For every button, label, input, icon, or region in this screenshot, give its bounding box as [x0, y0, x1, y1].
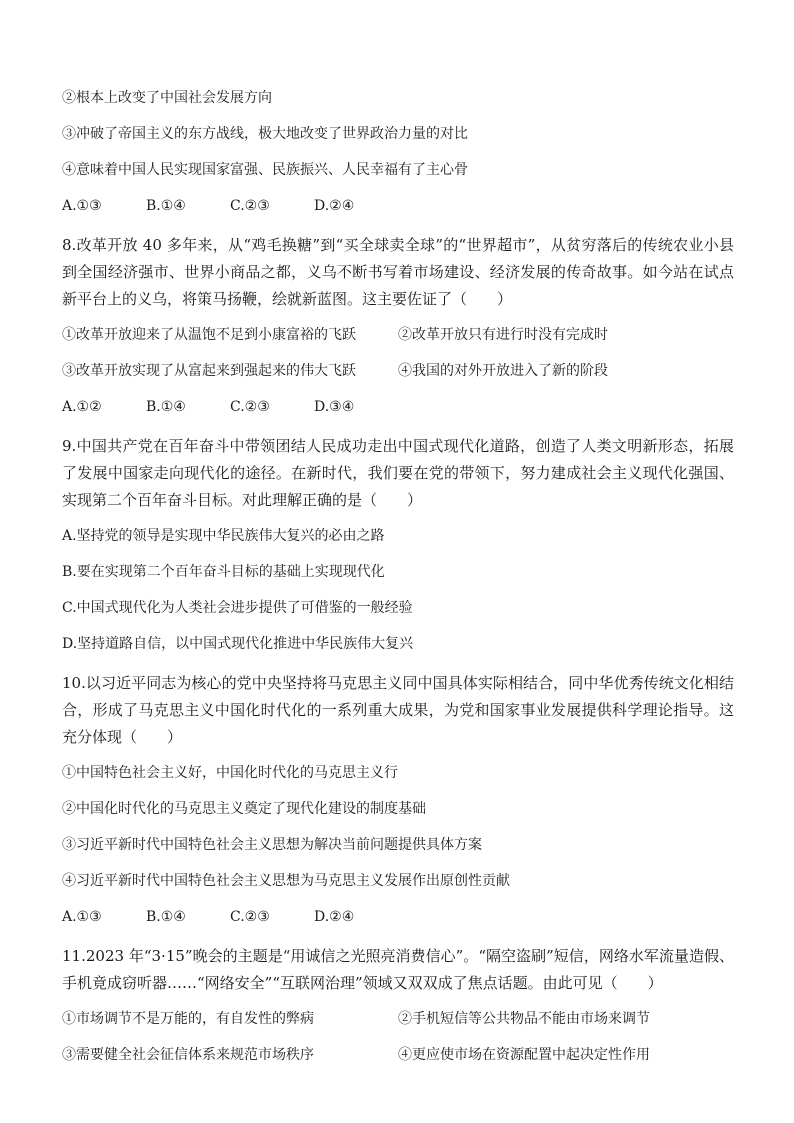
q8-option-1: ①改革开放迎来了从温饱不足到小康富裕的飞跃: [62, 327, 356, 343]
q11-option-1: ①市场调节不是万能的，有自发性的弊病: [62, 1011, 314, 1027]
q10-option-3: ③习近平新时代中国特色社会主义思想为解决当前问题提供具体方案: [62, 837, 482, 853]
q9-option-c[interactable]: C.中国式现代化为人类社会进步提供了可借鉴的一般经验: [62, 600, 413, 616]
q11-options-row-1: [62, 1009, 734, 1029]
q11-stem: 11.2023 年“3·15”晚会的主题是“用诚信之光照亮消费信心”。“隔空盗刷”短信，网络水军流量造假、手机竟成窃听器……“网络安全”“互联网治理”领域又双双成了焦点话题。由此可见（ ）: [62, 947, 734, 992]
q7-choice-a[interactable]: A.①③: [62, 198, 102, 214]
q8-options-row-2: [62, 361, 734, 381]
q7-choices: [62, 196, 734, 216]
q10-choices: [62, 907, 734, 927]
q10-choice-d[interactable]: D.②④: [314, 909, 355, 925]
q7-option-2: ②根本上改变了中国社会发展方向: [62, 90, 272, 106]
q10-choice-c[interactable]: C.②③: [230, 909, 270, 925]
q8-choices: [62, 397, 734, 417]
q10-choice-a[interactable]: A.①③: [62, 909, 102, 925]
q10-option-1: ①中国特色社会主义好，中国化时代化的马克思主义行: [62, 765, 398, 781]
q8-options-row-1: [62, 325, 734, 345]
q8-choice-d[interactable]: D.③④: [314, 399, 355, 415]
q11-option-3: ③需要健全社会征信体系来规范市场秩序: [62, 1047, 314, 1063]
q9-option-d[interactable]: D.坚持道路自信，以中国式现代化推进中华民族伟大复兴: [62, 636, 414, 652]
q10-option-2: ②中国化时代化的马克思主义奠定了现代化建设的制度基础: [62, 801, 426, 817]
q10-stem: 10.以习近平同志为核心的党中央坚持将马克思主义同中国具体实际相结合，同中华优秀传统文化相结合，形成了马克思主义中国化时代化的一系列重大成果，为党和国家事业发展提供科学理论指导。这充分体现（ ）: [62, 674, 734, 746]
q9-option-b[interactable]: B.要在实现第二个百年奋斗目标的基础上实现现代化: [62, 564, 385, 580]
q9-option-a[interactable]: A.坚持党的领导是实现中华民族伟大复兴的必由之路: [62, 528, 385, 544]
q10-choice-b[interactable]: B.①④: [146, 909, 186, 925]
q11-option-2: ②手机短信等公共物品不能由市场来调节: [398, 1011, 650, 1027]
q7-choice-c[interactable]: C.②③: [230, 198, 270, 214]
q8-option-4: ④我国的对外开放进入了新的阶段: [398, 363, 608, 379]
q9-stem: 9.中国共产党在百年奋斗中带领团结人民成功走出中国式现代化道路，创造了人类文明新形态，拓展了发展中国家走向现代化的途径。在新时代，我们要在党的带领下，努力建成社会主义现代化强国、实现第二个百年奋斗目标。对此理解正确的是（ ）: [62, 437, 734, 509]
q8-choice-c[interactable]: C.②③: [230, 399, 270, 415]
q7-option-4: ④意味着中国人民实现国家富强、民族振兴、人民幸福有了主心骨: [62, 162, 468, 178]
q11-options-row-2: [62, 1045, 734, 1065]
q8-option-3: ③改革开放实现了从富起来到强起来的伟大飞跃: [62, 363, 356, 379]
q8-stem: 8.改革开放 40 多年来，从“鸡毛换糖”到“买全球卖全球”的“世界超市”，从贫穷落后的传统农业小县到全国经济强市、世界小商品之都，义乌不断书写着市场建设、经济发展的传奇故事。如今站在试点新平台上的义乌，将策马扬鞭，绘就新蓝图。这主要佐证了（ ）: [62, 236, 734, 308]
q11-option-4: ④更应使市场在资源配置中起决定性作用: [398, 1047, 650, 1063]
q8-choice-b[interactable]: B.①④: [146, 399, 186, 415]
q8-choice-a[interactable]: A.①②: [62, 399, 102, 415]
q7-choice-b[interactable]: B.①④: [146, 198, 186, 214]
q7-choice-d[interactable]: D.②④: [314, 198, 355, 214]
exam-page: [62, 88, 734, 1081]
q7-option-3: ③冲破了帝国主义的东方战线，极大地改变了世界政治力量的对比: [62, 126, 468, 142]
q8-option-2: ②改革开放只有进行时没有完成时: [398, 327, 608, 343]
q10-option-4: ④习近平新时代中国特色社会主义思想为马克思主义发展作出原创性贡献: [62, 873, 510, 889]
